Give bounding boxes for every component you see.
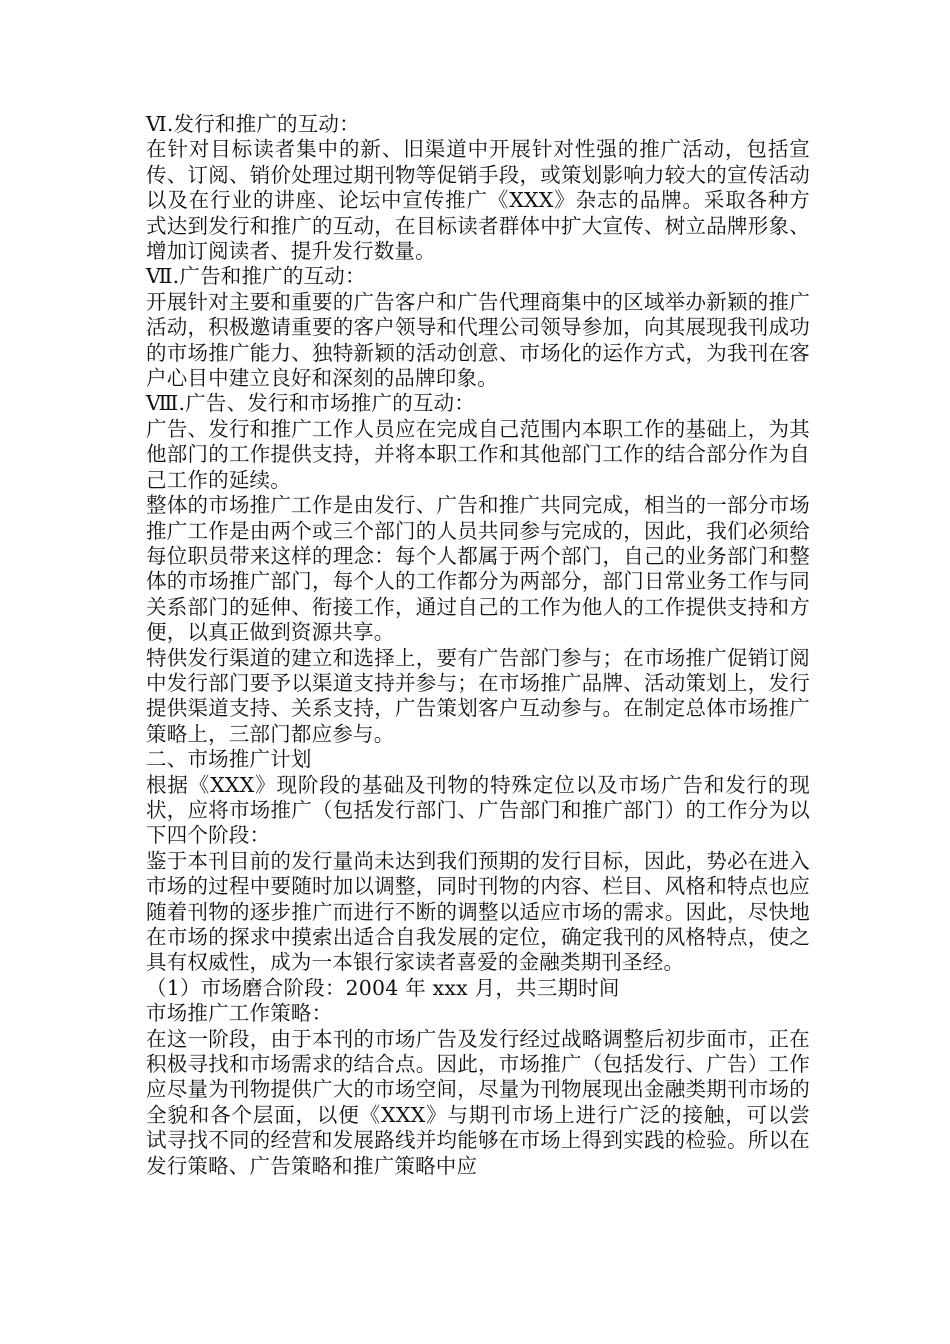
- paragraph-overall-promotion: 整体的市场推广工作是由发行、广告和推广共同完成，相当的一部分市场推广工作是由两个或三个部门的人员共同参与完成的，因此，我们必须给每位职员带来这样的理念：每个人都属于两个部门，自己的业务部门和整体的市场推广部门，每个人的工作都分为两部分，部门日常业务工作与同关系部门的延伸、衔接工作，通过自己的工作为他人的工作提供支持和方便，以真正做到资源共享。: [146, 493, 810, 645]
- paragraph-staff-support: 广告、发行和推广工作人员应在完成自己范围内本职工作的基础上，为其他部门的工作提供支持，并将本职工作和其他部门工作的结合部分作为自己工作的延续。: [146, 416, 810, 492]
- heading-viii: Ⅷ.广告、发行和市场推广的互动：: [146, 391, 476, 416]
- heading-vi: Ⅵ.发行和推广的互动：: [146, 112, 360, 136]
- paragraph-ad-promotion: 开展针对主要和重要的广告客户和广告代理商集中的区域举办新颖的推广活动，积极邀请重要的客户领导和代理公司领导参加，向其展现我刊成功的市场推广能力、独特新颖的活动创意、市场化的运作方式，为我刊在客户心目中建立良好和深刻的品牌印象。: [146, 289, 810, 391]
- paragraph-stage-one-strategy: 在这一阶段，由于本刊的市场广告及发行经过战略调整后初步面市，正在积极寻找和市场需求的结合点。因此，市场推广（包括发行、广告）工作应尽量为刊物提供广大的市场空间，尽量为刊物展现出金融类期刊市场的全貌和各个层面，以便《XXX》与期刊市场上进行广泛的接触，可以尝试寻找不同的经营和发展路线并均能够在市场上得到实践的检验。所以在发行策略、广告策略和推广策略中应: [146, 1026, 810, 1178]
- stage-one-heading: （1）市场磨合阶段：2004 年 xxx 月，共三期时间: [146, 975, 620, 1000]
- document-body: [146, 112, 810, 1179]
- paragraph-channel-cooperation: 特供发行渠道的建立和选择上，要有广告部门参与；在市场推广促销订阅中发行部门要予以渠道支持并参与；在市场推广品牌、活动策划上，发行提供渠道支持、关系支持，广告策划客户互动参与。在制定总体市场推广策略上，三部门都应参与。: [146, 645, 810, 746]
- paragraph-four-stages: 根据《XXX》现阶段的基础及刊物的特殊定位以及市场广告和发行的现状，应将市场推广（包括发行部门、广告部门和推广部门）的工作分为以下四个阶段：: [146, 772, 810, 848]
- paragraph-adjustment: 鉴于本刊目前的发行量尚未达到我们预期的发行目标，因此，势必在进入市场的过程中要随时加以调整，同时刊物的内容、栏目、风格和特点也应随着刊物的逐步推广而进行不断的调整以适应市场的需求。因此，尽快地在市场的探求中摸索出适合自我发展的定位，确定我刊的风格特点，使之具有权威性，成为一本银行家读者喜爱的金融类期刊圣经。: [146, 848, 810, 975]
- strategy-heading: 市场推广工作策略：: [146, 1001, 333, 1026]
- section-heading-plan: 二、市场推广计划: [146, 747, 312, 772]
- heading-vii: Ⅶ.广告和推广的互动：: [146, 264, 366, 289]
- paragraph-distribution-promotion: 在针对目标读者集中的新、旧渠道中开展针对性强的推广活动，包括宣传、订阅、销价处理过期刊物等促销手段，或策划影响力较大的宣传活动以及在行业的讲座、论坛中宣传推广《XXX》杂志的品牌。采取各种方式达到发行和推广的互动，在目标读者群体中扩大宣传、树立品牌形象、增加订阅读者、提升发行数量。: [146, 137, 810, 264]
